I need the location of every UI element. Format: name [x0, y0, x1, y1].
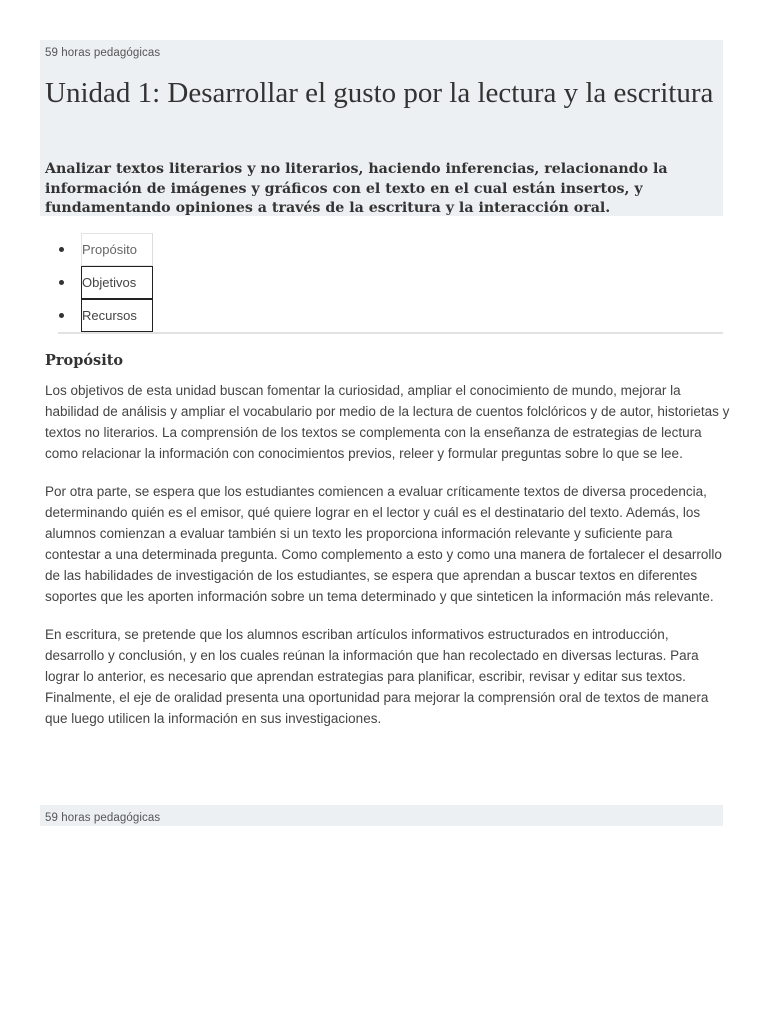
tab-objetivos-link[interactable]: Objetivos	[81, 266, 153, 299]
unit-header	[40, 40, 723, 216]
tab-divider	[58, 332, 723, 334]
unit-title: Unidad 1: Desarrollar el gusto por la lectura y la escritura	[45, 77, 714, 109]
section-content	[45, 380, 730, 746]
paragraph: En escritura, se pretende que los alumnos escriban artículos informativos estructurados en introducción, desarrollo y conclusión, y en los cuales reúnan la información que han recolectado en diversas lecturas. Para lograr lo anterior, es necesario que aprendan estrategias para planificar, escribir, revisar y editar sus textos. Finalmente, el eje de oralidad presenta una oportunidad para mejorar la comprensión oral de textos de manera que luego utilicen la información en sus investigaciones.	[45, 627, 709, 726]
unit-objective: Analizar textos literarios y no literarios, haciendo inferencias, relacionando la información de imágenes y gráficos con el texto en el cual están insertos, y fundamentando opiniones a través de la escritura y la interacción oral.	[45, 161, 668, 216]
hours-label: 59 horas pedagógicas	[45, 47, 161, 59]
paragraph: Los objetivos de esta unidad buscan fomentar la curiosidad, ampliar el conocimiento de mundo, mejorar la habilidad de análisis y ampliar el vocabulario por medio de la lectura de cuentos folclóricos y de autor, historietas y textos no literarios. La comprensión de los textos se complementa con la enseñanza de estrategias de lectura como relacionar la información con conocimientos previos, releer y formular preguntas sobre lo que se lee.	[45, 383, 730, 461]
tab-recursos-link[interactable]: Recursos	[81, 299, 153, 332]
footer-bar	[40, 805, 723, 826]
bullet-icon	[59, 313, 64, 318]
paragraph: Por otra parte, se espera que los estudiantes comiencen a evaluar críticamente textos de diversa procedencia, determinando quién es el emisor, qué quiere lograr en el lector y cuál es el destinatario del texto. Además, los alumnos comienzan a evaluar también si un texto les proporciona información relevante y suficiente para contestar a una determinada pregunta. Como complemento a esto y como una manera de fortalecer el desarrollo de las habilidades de investigación de los estudiantes, se espera que aprendan a buscar textos en diferentes soportes que les aporten información sobre un tema determinado y que sinteticen la información más relevante.	[45, 484, 722, 604]
section-heading: Propósito	[45, 352, 124, 369]
tab-proposito-link[interactable]: Propósito	[81, 233, 153, 266]
bullet-icon	[59, 280, 64, 285]
hours-label-footer: 59 horas pedagógicas	[45, 812, 161, 824]
bullet-icon	[59, 247, 64, 252]
